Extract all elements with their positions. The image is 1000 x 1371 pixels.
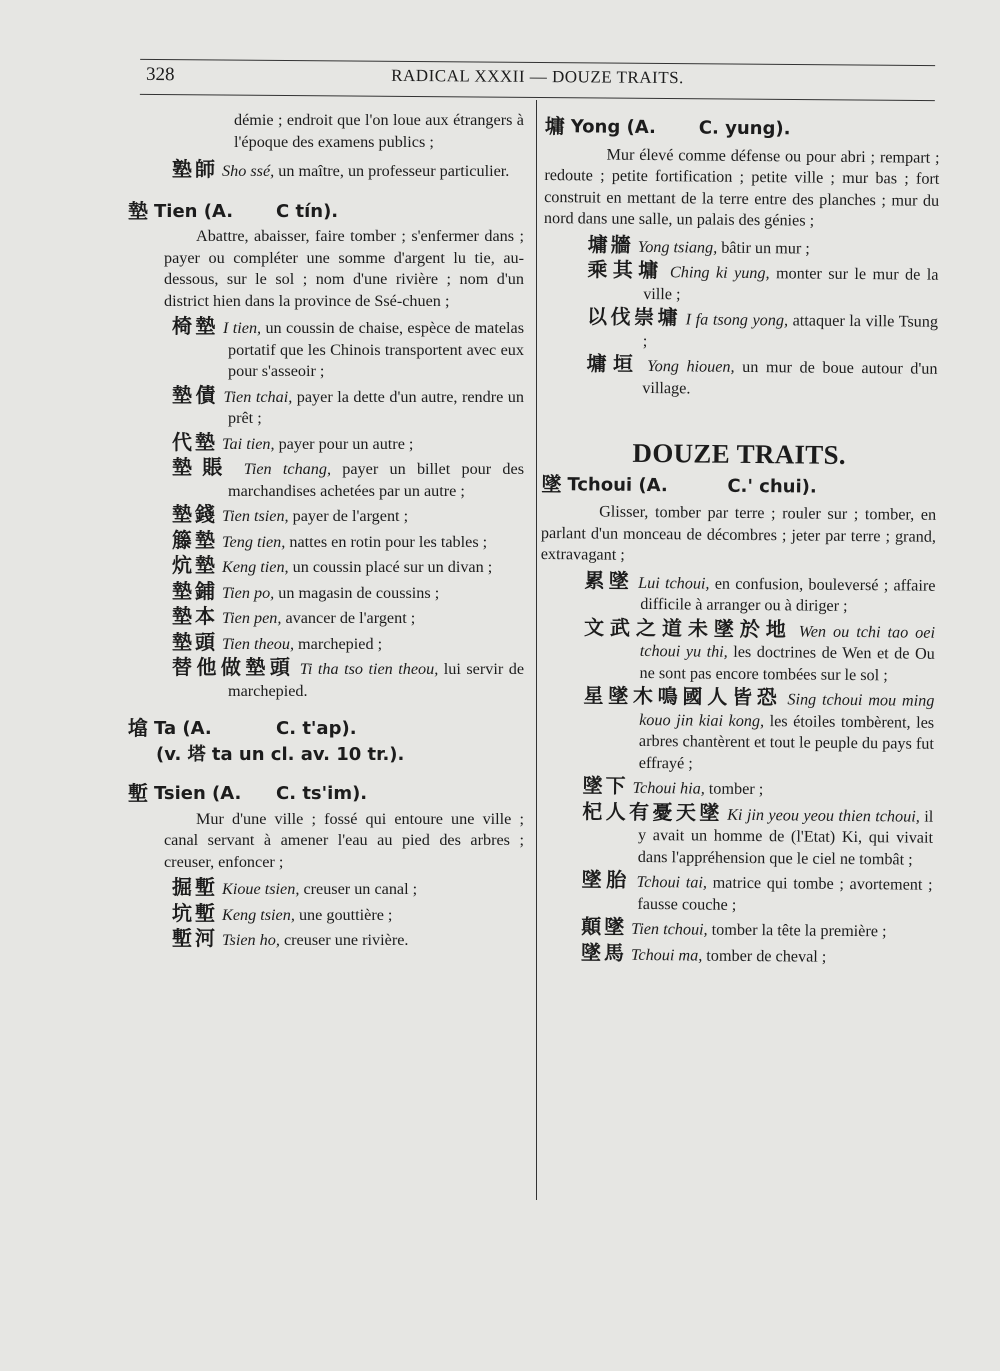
- left-column: [128, 110, 524, 954]
- compound-entry: [128, 429, 524, 456]
- chinese-term: 墉牆: [587, 231, 634, 257]
- chinese-term: 以伐崇墉: [586, 304, 682, 330]
- romanization: Ching ki yung,: [669, 263, 770, 283]
- entry-definition: Abattre, abaisser, faire tomber ; s'enfermer dans ; payer ou compléter une somme d'argent lu tie, au-dessous, sur le sol ; nom d'une rivière ; nom d'un district hien dans la province de Ssé-chuen ;: [164, 227, 524, 310]
- compound-entry: [128, 629, 524, 656]
- chinese-term: 墊鋪: [172, 578, 218, 603]
- right-column: [537, 110, 940, 971]
- compound-entry: [128, 928, 524, 952]
- definition: tomber ;: [704, 779, 764, 799]
- chinese-term: 塹河: [172, 926, 218, 950]
- chinese-term: 墊頭: [172, 629, 218, 654]
- chinese-term: 墊債: [172, 382, 219, 407]
- romanization: Tien pen,: [222, 609, 282, 627]
- definition: les étoiles tombèrent, les arbres chantèrent et tout le peuple du pays fut effrayé ;: [638, 711, 935, 772]
- definition: les doctrines de Wen et de Ou ne sont pas encore tombées sur le sol ;: [639, 642, 935, 684]
- chinese-term: 炕墊: [172, 553, 218, 577]
- definition: un maître, un professeur particulier.: [274, 162, 510, 180]
- compound-entry: [539, 616, 935, 686]
- chinese-term: 坑塹: [172, 900, 218, 925]
- definition: un magasin de coussins ;: [274, 583, 440, 602]
- entry-heading: [128, 718, 524, 740]
- definition: un coussin placé sur un divan ;: [288, 558, 493, 576]
- romanization: Wen ou tchi tao oei tchoui yu thi,: [639, 621, 936, 661]
- compound-entry: [128, 504, 524, 528]
- romanization: Ki jin yeou yeou thien tchoui,: [727, 805, 920, 826]
- cross-reference-note: (v. 塔 ta un cl. av. 10 tr.).: [156, 743, 405, 765]
- romanization: Kioue tsien,: [222, 880, 300, 898]
- romanization: I tien,: [223, 319, 262, 337]
- definition: en confusion, bouleversé ; affaire difficile à arranger ou à diriger ;: [640, 574, 936, 615]
- chinese-term: 椅墊: [172, 314, 219, 338]
- compound-entry: [543, 306, 938, 355]
- compound-entry: [128, 877, 524, 901]
- entry-heading: [128, 198, 524, 223]
- romanization: Keng tsien,: [222, 905, 295, 924]
- definition: payer de l'argent ;: [288, 507, 409, 525]
- definition: creuser un canal ;: [299, 880, 418, 898]
- definition: attaquer la ville Tsung ;: [642, 311, 939, 350]
- compound-entry: [538, 800, 934, 870]
- romanization: Keng tien,: [222, 558, 289, 576]
- definition: creuser une rivière.: [279, 931, 409, 949]
- entry-heading: [128, 783, 524, 805]
- definition: payer la dette d'un autre, rendre un prêt ;: [228, 387, 524, 427]
- definition: lui servir de marchepied.: [228, 660, 525, 700]
- head-character: 墉: [544, 113, 565, 139]
- definition: tomber de cheval ;: [702, 946, 827, 966]
- romanization: Tien theou,: [222, 634, 294, 653]
- compound-entry: [128, 382, 524, 430]
- definition: il y avait un homme de (l'Etat) Ki, qui vivait dans l'appréhension que le ciel ne tombât ;: [637, 807, 934, 869]
- romanization: Tsien ho,: [222, 931, 280, 949]
- chinese-term: 杞人有憂天墜: [582, 798, 723, 825]
- compound-entry: [128, 657, 524, 702]
- head-character: 墊: [128, 198, 148, 223]
- entry-definition: Mur d'une ville ; fossé qui entoure une ville ; canal servant à amener l'eau au pied des arbres ; creuser, enfoncer ;: [164, 809, 524, 871]
- definition: marchepied ;: [294, 634, 383, 653]
- head-character: 墖: [128, 716, 148, 740]
- entry-heading: [544, 113, 940, 141]
- compound-entry: [539, 685, 935, 777]
- compound-entry: [128, 457, 524, 502]
- compound-entry: [128, 606, 524, 630]
- chinese-term: 墊錢: [172, 502, 218, 526]
- romanization: Yong hiouen,: [647, 356, 735, 376]
- romanization: Tchoui ma,: [630, 945, 703, 965]
- chinese-term: 籐墊: [172, 527, 218, 552]
- chinese-term: 累墜: [584, 567, 634, 593]
- cantonese-reading: C. t'ap).: [276, 718, 357, 739]
- chinese-term: 墊賬: [172, 455, 233, 479]
- compound-entry: [537, 941, 932, 968]
- romanization: Tien tchai,: [223, 387, 293, 406]
- romanization: Tchoui hia,: [632, 778, 705, 798]
- cantonese-reading: C.' chui).: [727, 475, 817, 498]
- chinese-term: 乘其墉: [587, 257, 664, 283]
- cantonese-reading: C. yung).: [698, 117, 791, 140]
- compound-entry: [128, 527, 524, 554]
- romanization: Tai tien,: [222, 434, 275, 453]
- compound-entry: [543, 259, 938, 308]
- chinese-term: 塾師: [172, 157, 218, 181]
- mandarin-reading: Ta (A.: [154, 718, 212, 739]
- chinese-term: 掘塹: [172, 875, 218, 899]
- chinese-term: 顛墜: [581, 914, 628, 939]
- mandarin-reading: Tien (A.: [154, 200, 234, 222]
- compound-entry: [128, 900, 524, 927]
- definition: monter sur le mur de la ville ;: [643, 264, 939, 303]
- entry-definition: Mur élevé comme défense ou pour abri ; rempart ; redoute ; petite fortification ; petite ville ; mur bas ; fort construit en mettant de la terre entre des planches ; mur du nord dans une salle, un palais des génies ;: [543, 145, 940, 230]
- definition: avancer de l'argent ;: [281, 609, 416, 627]
- mandarin-reading: Tsien (A.: [154, 783, 242, 804]
- definition: tomber la tête la première ;: [707, 920, 887, 941]
- mandarin-reading: Yong (A.: [570, 116, 656, 139]
- head-character: 塹: [128, 781, 148, 805]
- chinese-term: 墉垣: [586, 351, 640, 376]
- continuation-text: démie ; endroit que l'on loue aux étrangers à l'époque des examens publics ;: [234, 111, 524, 151]
- cantonese-reading: C. ts'im).: [276, 783, 368, 804]
- compound-entry: [542, 353, 937, 402]
- romanization: Yong tsiang,: [637, 237, 718, 257]
- compound-entry: [128, 159, 524, 183]
- compound-entry: [128, 555, 524, 579]
- chinese-term: 墜馬: [580, 939, 628, 965]
- chinese-term: 墊本: [172, 604, 218, 628]
- entry-definition: Glisser, tomber par terre ; rouler sur ; tomber, en parlant d'un monceau de décombres ; jeter par terre ; grand, extravagant ;: [540, 502, 937, 564]
- romanization: Sing tchoui mou ming kouo jin kiai kong,: [639, 690, 935, 730]
- compound-entry: [540, 569, 935, 618]
- chinese-term: 文武之道未墜於地: [583, 614, 792, 641]
- chinese-term: 星墜木鳴國人皆恐: [583, 683, 782, 710]
- chinese-term: 墜胎: [581, 867, 632, 892]
- romanization: Sho ssé,: [222, 162, 275, 180]
- mandarin-reading: Tchoui (A.: [567, 473, 668, 496]
- definition: payer pour un autre ;: [274, 434, 414, 453]
- entry-heading: [541, 473, 936, 498]
- definition: une gouttière ;: [294, 905, 393, 924]
- romanization: Tien po,: [222, 583, 275, 602]
- chinese-term: 代墊: [172, 429, 218, 454]
- romanization: Teng tien,: [222, 532, 286, 551]
- cantonese-reading: C tín).: [276, 200, 339, 222]
- romanization: Ti tha tso tien theou,: [299, 660, 439, 678]
- definition: payer un billet pour des marchandises achetées par un autre ;: [228, 460, 525, 500]
- definition: un coussin de chaise, espèce de matelas portatif que les Chinois transportent avec eux pour s'asseoir ;: [228, 319, 525, 380]
- compound-entry: [128, 316, 524, 383]
- chinese-term: 替他做墊頭: [172, 655, 295, 679]
- running-head-title: RADICAL XXXII — DOUZE TRAITS.: [391, 65, 684, 88]
- definition: matrice qui tombe ; avortement ; fausse couche ;: [637, 873, 933, 914]
- definition: bâtir un mur ;: [717, 238, 810, 258]
- compound-entry: [537, 869, 932, 918]
- compound-entry: [128, 578, 524, 605]
- romanization: Tien tsien,: [222, 507, 289, 525]
- definition: nattes en rotin pour les tables ;: [285, 532, 488, 551]
- romanization: Tien tchang,: [243, 460, 331, 478]
- romanization: I fa tsong yong,: [685, 310, 789, 330]
- chinese-term: 墜下: [582, 773, 629, 798]
- page-number: 328: [145, 63, 175, 86]
- romanization: Lui tchoui,: [638, 573, 710, 593]
- head-character: 墜: [541, 471, 562, 496]
- column-divider: [536, 100, 537, 1200]
- section-title: DOUZE TRAITS.: [632, 437, 847, 470]
- running-header: [140, 59, 935, 101]
- romanization: Tien tchoui,: [631, 919, 708, 939]
- definition: un mur de boue autour d'un village.: [642, 357, 938, 397]
- romanization: Tchoui tai,: [636, 872, 708, 892]
